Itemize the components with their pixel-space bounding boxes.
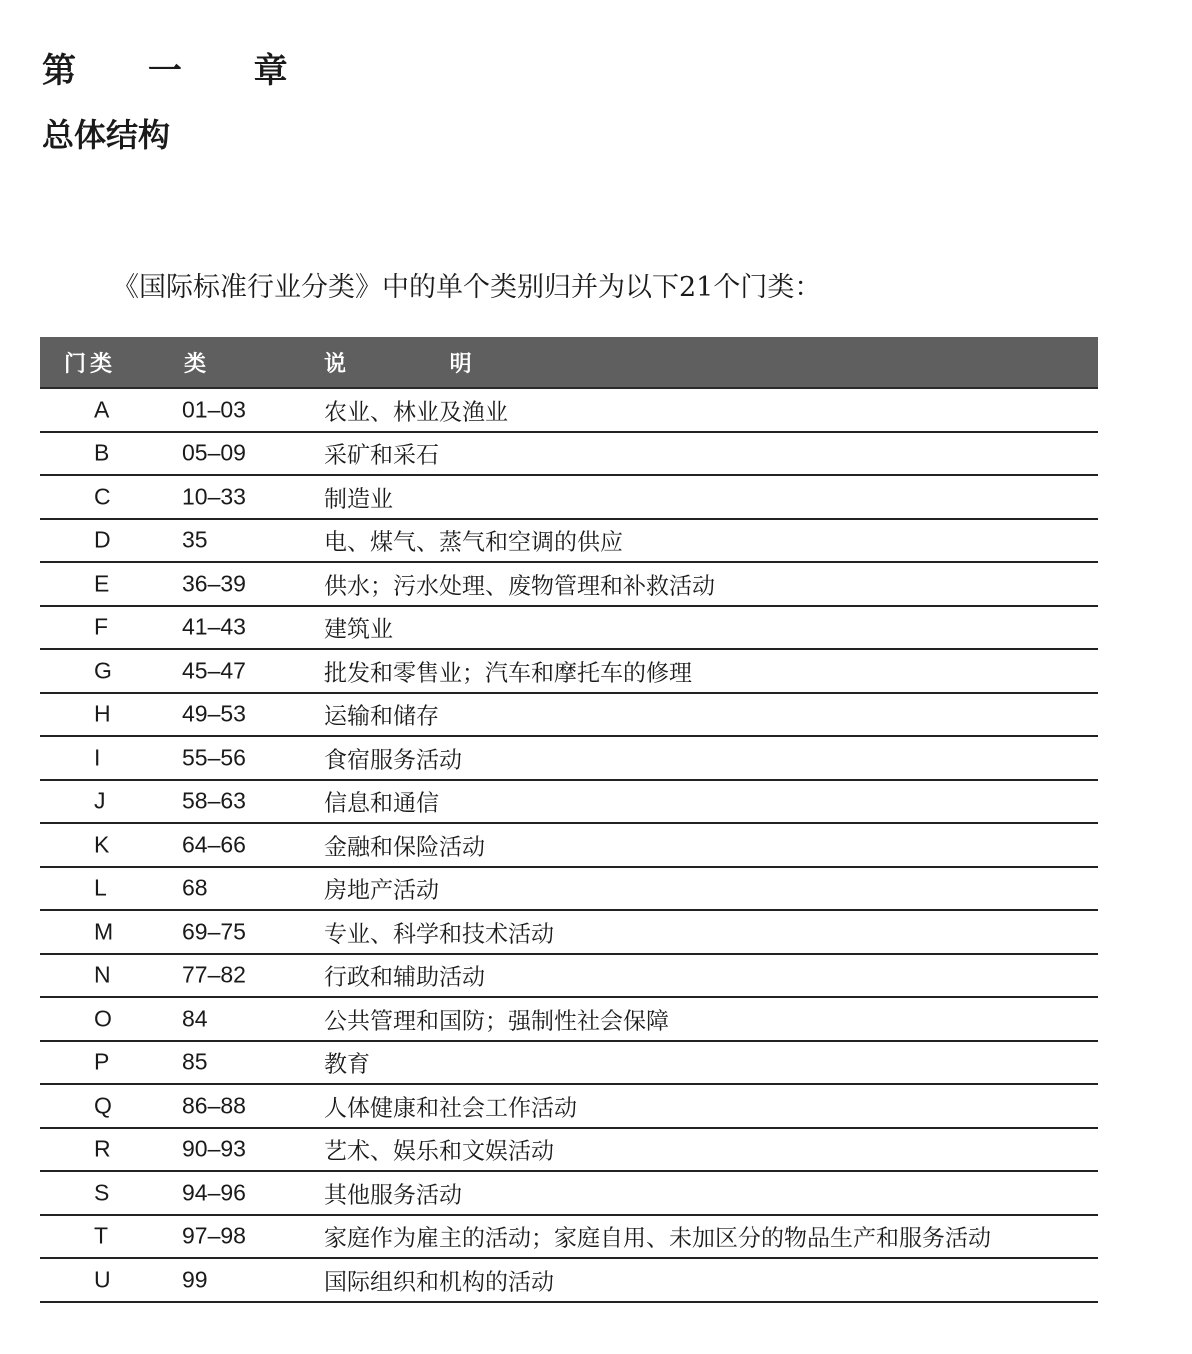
classification-table: [40, 337, 1098, 1303]
cell-class: 05–09: [182, 439, 246, 466]
cell-description: 供水；污水处理、废物管理和补救活动: [324, 573, 715, 600]
cell-class: 97–98: [182, 1222, 246, 1249]
cell-description: 教育: [324, 1051, 370, 1078]
intro-paragraph: 《国际标准行业分类》中的单个类别归并为以下21个门类：: [112, 272, 822, 303]
cell-description: 金融和保险活动: [324, 834, 485, 861]
cell-class: 58–63: [182, 787, 246, 814]
cell-section: L: [94, 874, 107, 901]
table-row: [40, 824, 1098, 868]
cell-section: B: [94, 439, 110, 466]
table-row: [40, 1172, 1098, 1216]
cell-class: 68: [182, 874, 208, 901]
cell-class: 86–88: [182, 1092, 246, 1119]
table-row: [40, 650, 1098, 694]
cell-section: G: [94, 657, 112, 684]
cell-section: I: [94, 744, 101, 771]
table-row: [40, 389, 1098, 433]
table-row: [40, 1085, 1098, 1129]
cell-class: 94–96: [182, 1179, 246, 1206]
table-row: [40, 1216, 1098, 1260]
cell-description: 家庭作为雇主的活动；家庭自用、未加区分的物品生产和服务活动: [324, 1225, 991, 1252]
cell-section: A: [94, 396, 110, 423]
cell-class: 35: [182, 526, 208, 553]
table-row: [40, 955, 1098, 999]
cell-class: 90–93: [182, 1135, 246, 1162]
cell-description: 运输和储存: [324, 703, 439, 730]
table-row: [40, 1129, 1098, 1173]
table-row: [40, 607, 1098, 651]
table-row: [40, 433, 1098, 477]
cell-description: 农业、林业及渔业: [324, 399, 508, 426]
cell-class: 69–75: [182, 918, 246, 945]
header-description: 说 明: [324, 351, 520, 377]
cell-section: Q: [94, 1092, 112, 1119]
cell-class: 01–03: [182, 396, 246, 423]
cell-class: 85: [182, 1048, 208, 1075]
table-row: [40, 476, 1098, 520]
table-row: [40, 868, 1098, 912]
cell-class: 55–56: [182, 744, 246, 771]
cell-description: 行政和辅助活动: [324, 964, 485, 991]
cell-description: 食宿服务活动: [324, 747, 462, 774]
table-row: [40, 694, 1098, 738]
cell-description: 专业、科学和技术活动: [324, 921, 554, 948]
cell-description: 建筑业: [324, 616, 393, 643]
cell-section: S: [94, 1179, 110, 1206]
page-title: 总体结构: [42, 116, 171, 154]
cell-section: T: [94, 1222, 109, 1249]
cell-description: 电、煤气、蒸气和空调的供应: [324, 529, 623, 556]
table-row: [40, 520, 1098, 564]
cell-class: 77–82: [182, 961, 246, 988]
table-row: [40, 1042, 1098, 1086]
cell-section: O: [94, 1005, 112, 1032]
cell-section: C: [94, 483, 111, 510]
cell-section: D: [94, 526, 111, 553]
cell-section: N: [94, 961, 111, 988]
table-row: [40, 737, 1098, 781]
table-row: [40, 563, 1098, 607]
cell-description: 采矿和采石: [324, 442, 439, 469]
cell-class: 10–33: [182, 483, 246, 510]
cell-section: E: [94, 570, 110, 597]
cell-section: R: [94, 1135, 111, 1162]
cell-section: P: [94, 1048, 110, 1075]
cell-description: 批发和零售业；汽车和摩托车的修理: [324, 660, 692, 687]
cell-description: 人体健康和社会工作活动: [324, 1095, 577, 1122]
cell-section: U: [94, 1266, 111, 1293]
table-header: [40, 337, 1098, 389]
cell-section: J: [94, 787, 106, 814]
cell-section: M: [94, 918, 114, 945]
cell-class: 49–53: [182, 700, 246, 727]
cell-section: F: [94, 613, 109, 640]
cell-description: 公共管理和国防；强制性社会保障: [324, 1008, 669, 1035]
header-section: 门类: [64, 351, 117, 377]
cell-class: 84: [182, 1005, 208, 1032]
cell-description: 国际组织和机构的活动: [324, 1269, 554, 1296]
cell-description: 艺术、娱乐和文娱活动: [324, 1138, 554, 1165]
cell-section: H: [94, 700, 111, 727]
cell-section: K: [94, 831, 110, 858]
cell-class: 99: [182, 1266, 208, 1293]
table-row: [40, 998, 1098, 1042]
cell-description: 其他服务活动: [324, 1182, 462, 1209]
cell-class: 36–39: [182, 570, 246, 597]
table-row: [40, 911, 1098, 955]
cell-class: 41–43: [182, 613, 246, 640]
cell-description: 房地产活动: [324, 877, 439, 904]
cell-class: 64–66: [182, 831, 246, 858]
cell-class: 45–47: [182, 657, 246, 684]
table-row: [40, 1259, 1098, 1303]
cell-description: 信息和通信: [324, 790, 439, 817]
table-row: [40, 781, 1098, 825]
chapter-heading: 第 一 章: [42, 51, 318, 91]
table-body: [40, 389, 1098, 1303]
cell-description: 制造业: [324, 486, 393, 513]
header-class: 类: [184, 351, 207, 377]
